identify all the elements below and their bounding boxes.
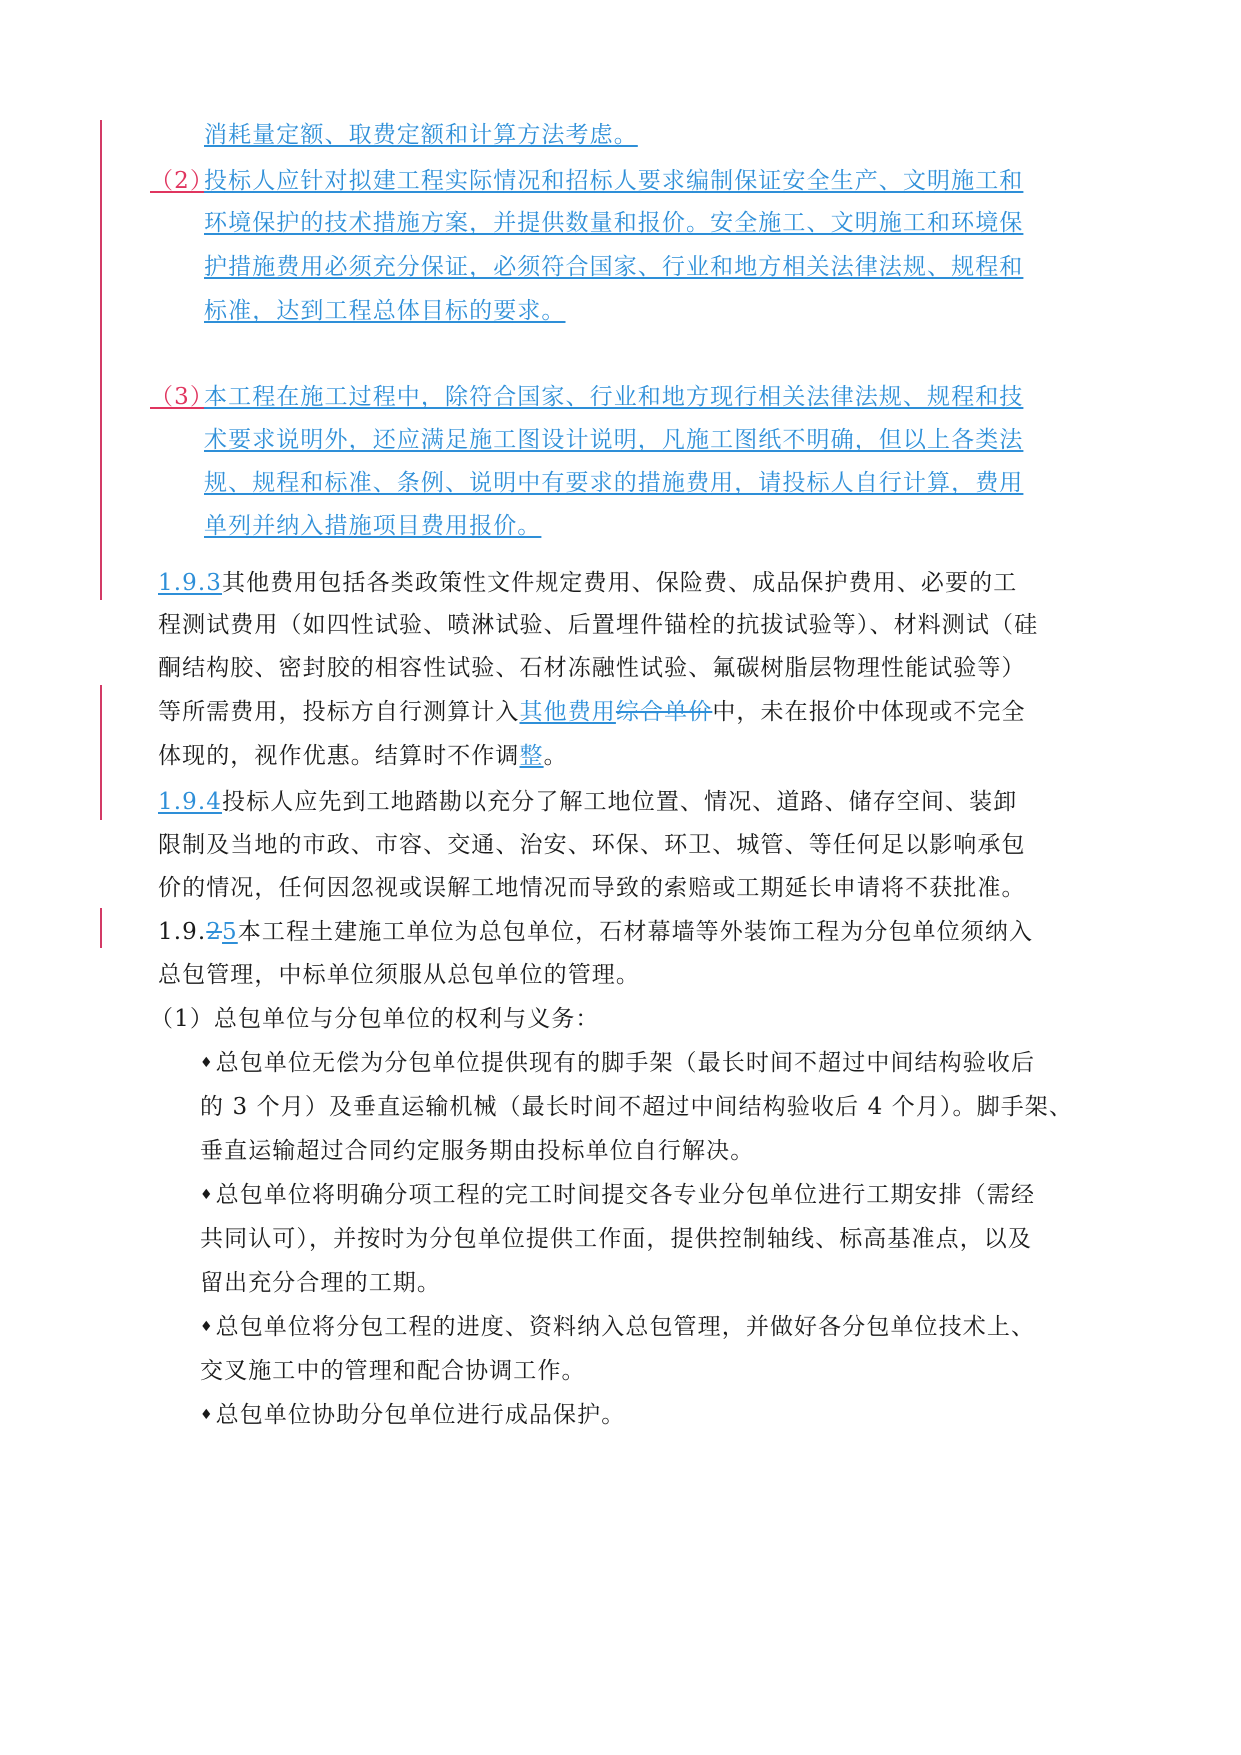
bullet-item [200,1312,1035,1342]
inserted-text: 整 [519,743,544,769]
section-1-9-5-line: 总包管理，中标单位须服从总包单位的管理。 [158,962,640,988]
section-1-9-4-line: 限制及当地的市政、市容、交通、治安、环保、环卫、城管、等任何足以影响承包 [158,832,1026,858]
text-run: 中，未在报价中体现或不完全 [712,699,1026,725]
item-2-line: 护措施费用必须充分保证，必须符合国家、行业和地方相关法律法规、规程和 [204,254,1024,280]
item-2-line: 标准，达到工程总体目标的要求。 [204,298,566,324]
item-3-number: （3） [150,384,214,410]
bullet-text: 总包单位将明确分项工程的完工时间提交各专业分包单位进行工期安排（需经 [215,1182,1036,1208]
bullet-text: 总包单位无偿为分包单位提供现有的脚手架（最长时间不超过中间结构验收后 [215,1050,1036,1076]
text-run: 。 [543,743,568,769]
bullet-continuation: 交叉施工中的管理和配合协调工作。 [200,1358,586,1384]
section-number: 1.9.4 [158,789,223,815]
bullet-continuation: 的 3 个月）及垂直运输机械（最长时间不超过中间结构验收后 4 个月）。脚手架、 [200,1094,1074,1120]
diamond-bullet-icon: ♦ [200,1319,214,1335]
section-1-9-3-line [158,741,568,771]
item-3-line: 规、规程和标准、条例、说明中有要求的措施费用，请投标人自行计算，费用 [204,470,1024,496]
section-1-9-4-line [158,787,1017,817]
change-bar [100,908,102,948]
rights-heading: （1）总包单位与分包单位的权利与义务： [150,1006,600,1032]
text-run: 体现的，视作优惠。结算时不作调 [158,743,520,769]
item-2-number: （2） [150,168,214,194]
diamond-bullet-icon: ♦ [200,1407,214,1423]
bullet-continuation: 垂直运输超过合同约定服务期由投标单位自行解决。 [200,1138,755,1164]
section-text: 其他费用包括各类政策性文件规定费用、保险费、成品保护费用、必要的工 [222,570,1018,596]
section-1-9-3-line [158,568,1017,598]
bullet-item [200,1180,1035,1210]
change-bar [100,685,102,820]
deleted-text: 综合单价 [615,699,713,725]
bullet-item [200,1048,1035,1078]
item-2-line: 环境保护的技术措施方案，并提供数量和报价。安全施工、文明施工和环境保 [204,210,1024,236]
bullet-text: 总包单位将分包工程的进度、资料纳入总包管理，并做好各分包单位技术上、 [215,1314,1036,1340]
fee-continuation-line: 消耗量定额、取费定额和计算方法考虑。 [204,122,638,148]
item-3-line: 单列并纳入措施项目费用报价。 [204,513,542,539]
bullet-continuation: 留出充分合理的工期。 [200,1270,441,1296]
diamond-bullet-icon: ♦ [200,1187,214,1203]
item-2-line: 投标人应针对拟建工程实际情况和招标人要求编制保证安全生产、文明施工和 [204,168,1024,194]
section-1-9-3-line: 酮结构胶、密封胶的相容性试验、石材冻融性试验、氟碳树脂层物理性能试验等） [158,655,1026,681]
section-number: 1.9. [158,919,207,945]
item-3-line: 本工程在施工过程中，除符合国家、行业和地方现行相关法律法规、规程和技 [204,384,1024,410]
inserted-text: 5 [222,919,238,945]
change-bar [100,120,102,600]
section-1-9-5-line [158,917,1033,947]
section-1-9-4-line: 价的情况，任何因忽视或误解工地情况而导致的索赔或工期延长申请将不获批准。 [158,875,1026,901]
section-1-9-3-line: 程测试费用（如四性试验、喷淋试验、后置埋件锚栓的抗拔试验等）、材料测试（硅 [158,612,1039,638]
deleted-text: 2 [206,919,223,945]
text-run: 等所需费用，投标方自行测算计入 [158,699,520,725]
bullet-item [200,1400,625,1430]
section-number: 1.9.3 [158,570,223,596]
section-text: 投标人应先到工地踏勘以充分了解工地位置、情况、道路、储存空间、装卸 [222,789,1018,815]
section-text: 本工程土建施工单位为总包单位，石材幕墙等外装饰工程为分包单位须纳入 [237,919,1034,945]
item-3-line: 术要求说明外，还应满足施工图设计说明，凡施工图纸不明确，但以上各类法 [204,427,1024,453]
bullet-continuation: 共同认可），并按时为分包单位提供工作面，提供控制轴线、标高基准点，以及 [200,1226,1032,1252]
inserted-text: 其他费用 [519,699,616,725]
section-1-9-3-line [158,697,1026,727]
diamond-bullet-icon: ♦ [200,1055,214,1071]
bullet-text: 总包单位协助分包单位进行成品保护。 [215,1402,626,1428]
